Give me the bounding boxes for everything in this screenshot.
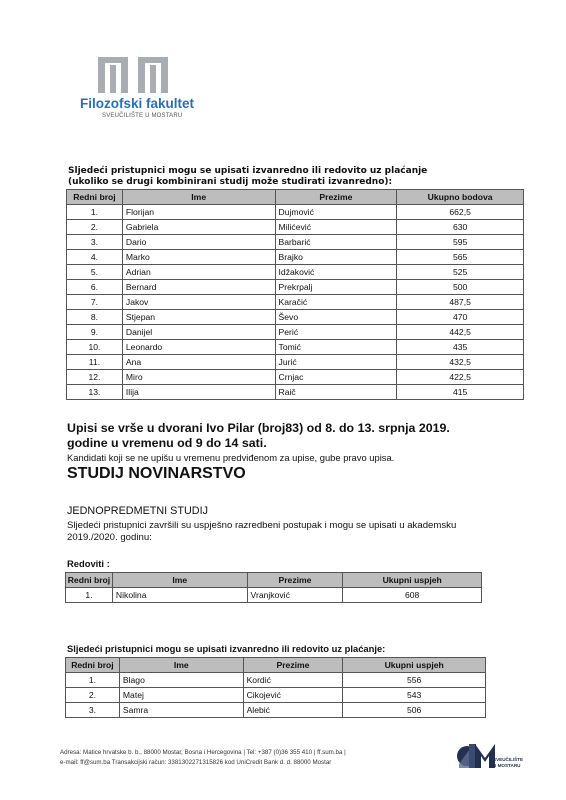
cell-rank: 4. — [67, 250, 123, 265]
cell-name: Samra — [119, 703, 243, 718]
cell-name: Adrian — [122, 265, 275, 280]
table-row — [67, 370, 524, 385]
section3-intro: Sljedeći pristupnici mogu se upisati izvanredno ili redovito uz plaćanje: — [67, 643, 386, 654]
cell-name: Blago — [119, 673, 243, 688]
col-header-name: Ime — [119, 658, 243, 673]
cell-name: Matej — [119, 688, 243, 703]
cell-rank: 7. — [67, 295, 123, 310]
faculty-logo-icon — [70, 55, 200, 100]
study-title: STUDIJ NOVINARSTVO — [67, 465, 246, 482]
cell-surname: Tomić — [275, 340, 397, 355]
table-row — [66, 688, 486, 703]
table-row — [67, 205, 524, 220]
cell-surname: Barbarić — [275, 235, 397, 250]
cell-rank: 3. — [66, 703, 120, 718]
cell-rank: 9. — [67, 325, 123, 340]
cell-surname: Prekrpalj — [275, 280, 397, 295]
cell-success: 506 — [343, 703, 486, 718]
col-header-surname: Prezime — [243, 658, 343, 673]
cell-name: Danijel — [122, 325, 275, 340]
cell-points: 442,5 — [397, 325, 524, 340]
sum-logo-text: SVEUČILIŠTE U MOSTARU — [493, 757, 524, 768]
cell-name: Marko — [122, 250, 275, 265]
cell-points: 432,5 — [397, 355, 524, 370]
cell-points: 422,5 — [397, 370, 524, 385]
sum-logo-icon — [455, 740, 495, 772]
cell-name: Stjepan — [122, 310, 275, 325]
cell-points: 595 — [397, 235, 524, 250]
faculty-name: Filozofski fakultet — [80, 96, 195, 111]
cell-rank: 2. — [67, 220, 123, 235]
enrollment-notice: Upisi se vrše u dvorani Ivo Pilar (broj83) od 8. do 13. srpnja 2019. godine u vremenu od 9 do 14 sati. — [67, 421, 450, 450]
cell-points: 565 — [397, 250, 524, 265]
footer-line1: Adresa: Matice hrvatske b. b., 88000 Mostar, Bosna i Hercegovina | Tel: +387 (0)36 355 410 | ff.sum.ba | — [60, 749, 346, 756]
table-row — [66, 588, 482, 603]
cell-name: Ilija — [122, 385, 275, 400]
table-row — [67, 355, 524, 370]
cell-surname: Ševo — [275, 310, 397, 325]
cell-points: 415 — [397, 385, 524, 400]
table-row — [67, 295, 524, 310]
col-header-surname: Prezime — [247, 573, 343, 588]
table-row — [67, 265, 524, 280]
faculty-logo — [70, 55, 200, 130]
table-row — [66, 673, 486, 688]
table-row — [67, 385, 524, 400]
cell-points: 470 — [397, 310, 524, 325]
cell-surname: Perić — [275, 325, 397, 340]
university-name: SVEUČILIŠTE U MOSTARU — [102, 113, 183, 119]
col-header-rank: Redni broj — [67, 190, 123, 205]
col-header-rank: Redni broj — [66, 658, 120, 673]
cell-success: 608 — [343, 588, 482, 603]
cell-points: 525 — [397, 265, 524, 280]
section1-intro: Sljedeći pristupnici mogu se upisati izvanredno ili redovito uz plaćanje (ukoliko se drugi kombinirani studij može studirati izvanredno): — [68, 166, 428, 187]
col-header-rank: Redni broj — [66, 573, 113, 588]
cell-rank: 13. — [67, 385, 123, 400]
table-header-row — [66, 658, 486, 673]
table-row — [67, 280, 524, 295]
cell-surname: Karačić — [275, 295, 397, 310]
cell-rank: 5. — [67, 265, 123, 280]
table-row — [67, 325, 524, 340]
table-row — [67, 340, 524, 355]
cell-rank: 12. — [67, 370, 123, 385]
table-row — [67, 235, 524, 250]
cell-rank: 6. — [67, 280, 123, 295]
section2-label: Redoviti : — [67, 558, 110, 569]
col-header-success: Ukupni uspjeh — [343, 573, 482, 588]
cell-points: 662,5 — [397, 205, 524, 220]
table-row — [66, 703, 486, 718]
cell-points: 487,5 — [397, 295, 524, 310]
cell-name: Florijan — [122, 205, 275, 220]
cell-points: 630 — [397, 220, 524, 235]
cell-name: Ana — [122, 355, 275, 370]
table-row — [67, 310, 524, 325]
cell-rank: 2. — [66, 688, 120, 703]
table-section3 — [65, 657, 486, 718]
cell-surname: Kordić — [243, 673, 343, 688]
cell-name: Jakov — [122, 295, 275, 310]
cell-rank: 11. — [67, 355, 123, 370]
cell-surname: Vranjković — [247, 588, 343, 603]
col-header-name: Ime — [112, 573, 247, 588]
cell-rank: 1. — [66, 673, 120, 688]
cell-rank: 1. — [66, 588, 113, 603]
cell-name: Miro — [122, 370, 275, 385]
footer-line2: e-mail: ff@sum.ba Transakcijski račun: 3381302271315826 kod UniCredit Bank d. d. 88000 Mostar — [60, 759, 332, 766]
cell-rank: 10. — [67, 340, 123, 355]
cell-points: 500 — [397, 280, 524, 295]
cell-name: Bernard — [122, 280, 275, 295]
cell-rank: 3. — [67, 235, 123, 250]
cell-surname: Dujmović — [275, 205, 397, 220]
table-header-row — [67, 190, 524, 205]
cell-surname: Jurić — [275, 355, 397, 370]
cell-name: Dario — [122, 235, 275, 250]
cell-surname: Alebić — [243, 703, 343, 718]
cell-rank: 8. — [67, 310, 123, 325]
col-header-name: Ime — [122, 190, 275, 205]
cell-success: 543 — [343, 688, 486, 703]
cell-surname: Raič — [275, 385, 397, 400]
col-header-points: Ukupno bodova — [397, 190, 524, 205]
cell-name: Leonardo — [122, 340, 275, 355]
table-section1 — [66, 189, 524, 400]
cell-surname: Milićević — [275, 220, 397, 235]
col-header-success: Ukupni uspjeh — [343, 658, 486, 673]
table-row — [67, 250, 524, 265]
study-subtitle: JEDNOPREDMETNI STUDIJ — [67, 505, 208, 517]
cell-surname: Idžaković — [275, 265, 397, 280]
cell-surname: Brajko — [275, 250, 397, 265]
col-header-surname: Prezime — [275, 190, 397, 205]
cell-points: 435 — [397, 340, 524, 355]
cell-success: 556 — [343, 673, 486, 688]
cell-surname: Cikojević — [243, 688, 343, 703]
sum-logo — [455, 740, 524, 780]
table-section2 — [65, 572, 482, 603]
table-row — [67, 220, 524, 235]
cell-rank: 1. — [67, 205, 123, 220]
enrollment-warning: Kandidati koji se ne upišu u vremenu predviđenom za upise, gube pravo upisa. — [67, 452, 395, 463]
cell-surname: Crnjac — [275, 370, 397, 385]
table-header-row — [66, 573, 482, 588]
section2-intro: Sljedeći pristupnici završili su uspješno razredbeni postupak i mogu se upisati u akademsku 2019./2020. godinu: — [67, 520, 457, 543]
cell-name: Gabriela — [122, 220, 275, 235]
cell-name: Nikolina — [112, 588, 247, 603]
